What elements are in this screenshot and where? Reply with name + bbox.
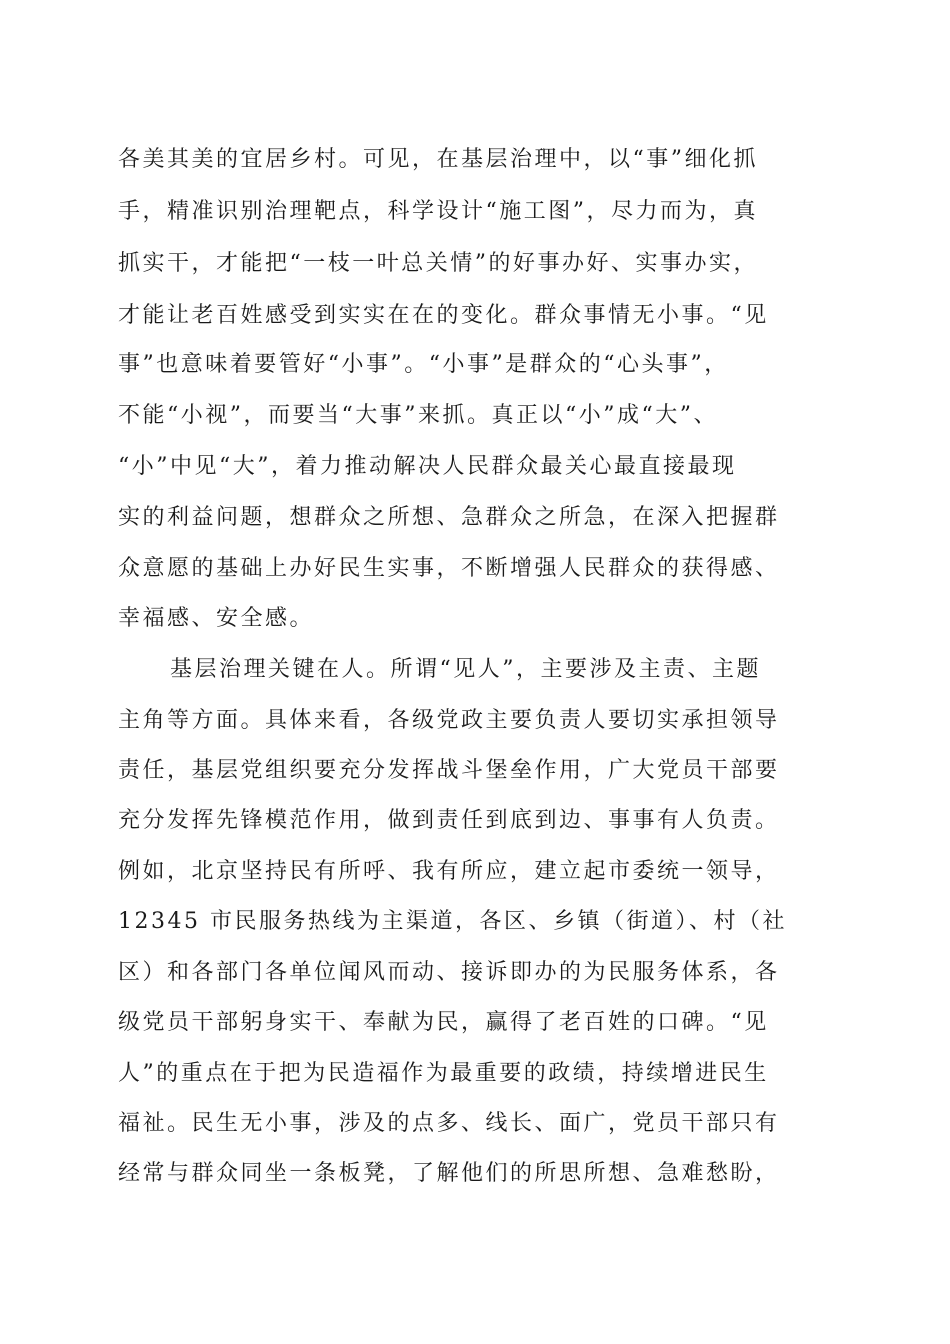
text-line: 各美其美的宜居乡村。可见，在基层治理中，以“事”细化抓 bbox=[118, 147, 758, 172]
text-line: 实的利益问题，想群众之所想、急群众之所急，在深入把握群 bbox=[118, 505, 780, 530]
text-line: 12345 市民服务热线为主渠道，各区、乡镇（街道）、村（社 bbox=[118, 909, 787, 934]
text-line: 充分发挥先锋模范作用，做到责任到底到边、事事有人负责。 bbox=[118, 808, 780, 833]
text-line: 才能让老百姓感受到实实在在的变化。群众事情无小事。“见 bbox=[118, 303, 769, 328]
paragraph-first-line: 基层治理关键在人。所谓“见人”，主要涉及主责、主题 bbox=[170, 657, 761, 682]
text-line: 幸福感、安全感。 bbox=[118, 606, 315, 631]
text-line: 主角等方面。具体来看，各级党政主要负责人要切实承担领导 bbox=[118, 708, 780, 733]
text-line: 人”的重点在于把为民造福作为最重要的政绩，持续增进民生 bbox=[118, 1061, 769, 1086]
text-line: 例如，北京坚持民有所呼、我有所应，建立起市委统一领导， bbox=[118, 859, 780, 884]
text-line: 经常与群众同坐一条板凳，了解他们的所思所想、急难愁盼， bbox=[118, 1161, 780, 1186]
text-line: 众意愿的基础上办好民生实事，不断增强人民群众的获得感、 bbox=[118, 556, 780, 581]
text-line: 责任，基层党组织要充分发挥战斗堡垒作用，广大党员干部要 bbox=[118, 758, 780, 783]
text-line: 事”也意味着要管好“小事”。“小事”是群众的“心头事”， bbox=[118, 352, 729, 377]
text-line: “小”中见“大”，着力推动解决人民群众最关心最直接最现 bbox=[118, 454, 737, 479]
text-line: 福祉。民生无小事，涉及的点多、线长、面广，党员干部只有 bbox=[118, 1111, 780, 1136]
text-line: 手，精准识别治理靶点，科学设计“施工图”，尽力而为，真 bbox=[118, 199, 758, 224]
text-line: 区）和各部门各单位闻风而动、接诉即办的为民服务体系，各 bbox=[118, 960, 780, 985]
text-line: 不能“小视”，而要当“大事”来抓。真正以“小”成“大”、 bbox=[118, 403, 718, 428]
text-line: 级党员干部躬身实干、奉献为民，赢得了老百姓的口碑。“见 bbox=[118, 1010, 769, 1035]
text-line: 抓实干，才能把“一枝一叶总关情”的好事办好、实事办实， bbox=[118, 251, 758, 276]
